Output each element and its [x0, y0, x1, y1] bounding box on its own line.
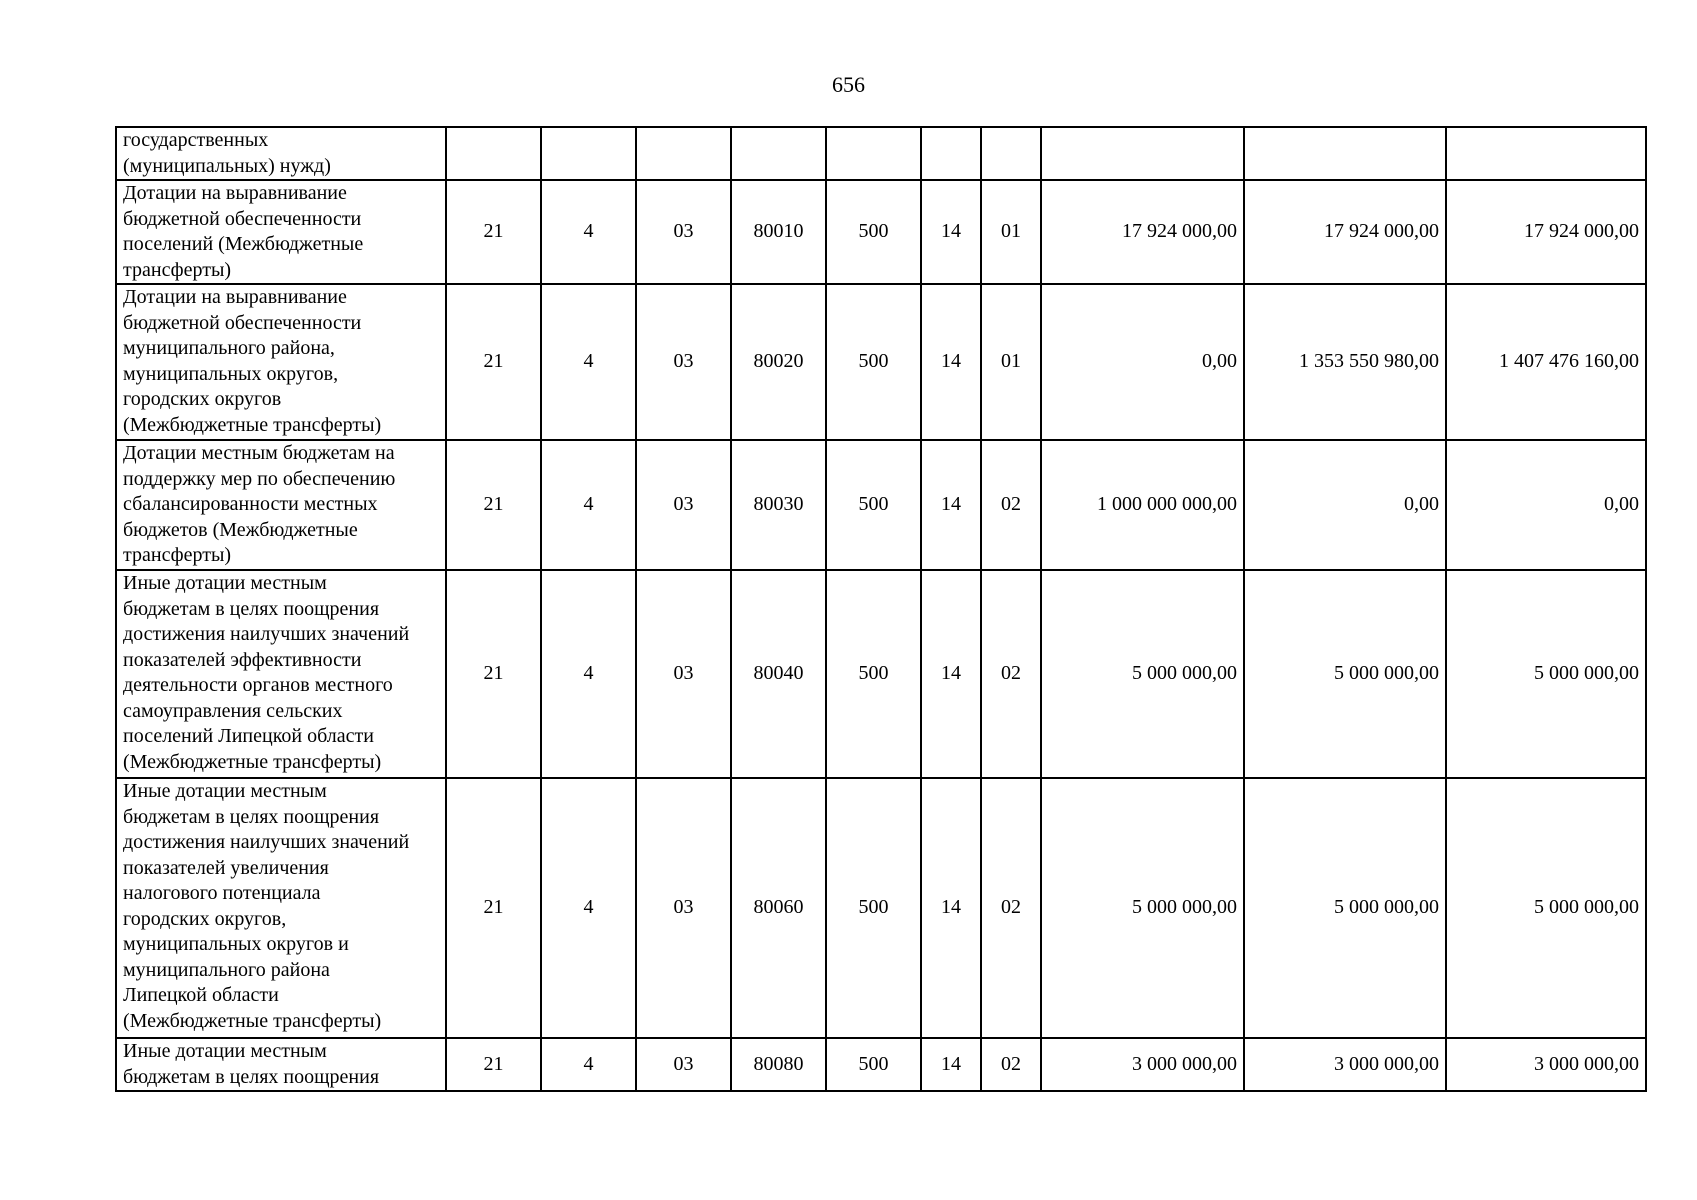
code-program: 21: [446, 1038, 541, 1091]
description-line: городских округов: [123, 388, 282, 410]
code-direction: 80030: [731, 440, 826, 570]
amount-year-3: 3 000 000,00: [1446, 1038, 1646, 1091]
description-line: Дотации местным бюджетам на: [123, 442, 395, 464]
row-description: [116, 127, 446, 180]
code-expense-type: 500: [826, 440, 921, 570]
amount-year-3: 0,00: [1446, 440, 1646, 570]
amount-year-2: 5 000 000,00: [1244, 570, 1446, 778]
description-line: Иные дотации местным: [123, 572, 327, 594]
description-line: бюджетам в целях поощрения: [123, 597, 380, 620]
code-subprogram: 4: [541, 570, 636, 778]
amount-year-3: 5 000 000,00: [1446, 570, 1646, 778]
code-section: 14: [921, 440, 981, 570]
code-direction: 80020: [731, 284, 826, 440]
description-line: бюджетов (Межбюджетные: [123, 518, 358, 541]
amount-year-1: 3 000 000,00: [1041, 1038, 1244, 1091]
code-direction: 80080: [731, 1038, 826, 1091]
amount-year-3: 17 924 000,00: [1446, 180, 1646, 284]
code-subprogram: [541, 127, 636, 180]
description-line: Липецкой области: [123, 984, 279, 1006]
code-expense-type: 500: [826, 570, 921, 778]
code-direction: [731, 127, 826, 180]
row-description: [116, 180, 446, 284]
code-section: 14: [921, 180, 981, 284]
description-line: бюджетной обеспеченности: [123, 311, 362, 334]
table-row: [116, 284, 1646, 440]
description-line: достижения наилучших значений: [123, 831, 410, 853]
row-description: [116, 440, 446, 570]
code-structure: 03: [636, 180, 731, 284]
description-line: поддержку мер по обеспечению: [123, 467, 396, 490]
table-row: [116, 440, 1646, 570]
code-subsection: 02: [981, 1038, 1041, 1091]
amount-year-3: 5 000 000,00: [1446, 778, 1646, 1038]
description-line: трансферты): [123, 258, 232, 281]
code-section: [921, 127, 981, 180]
description-line: показателей эффективности: [123, 648, 362, 671]
code-structure: [636, 127, 731, 180]
description-line: сбалансированности местных: [123, 493, 378, 515]
description-line: Дотации на выравнивание: [123, 182, 347, 204]
description-line: (Межбюджетные трансферты): [123, 1009, 382, 1032]
description-line: поселений (Межбюджетные: [123, 233, 364, 255]
description-line: бюджетам в целях поощрения: [123, 805, 380, 828]
amount-year-1: [1041, 127, 1244, 180]
amount-year-1: 5 000 000,00: [1041, 570, 1244, 778]
amount-year-1: 17 924 000,00: [1041, 180, 1244, 284]
code-subprogram: 4: [541, 778, 636, 1038]
code-program: 21: [446, 570, 541, 778]
description-line: (Межбюджетные трансферты): [123, 750, 382, 773]
amount-year-3: [1446, 127, 1646, 180]
description-line: бюджетной обеспеченности: [123, 207, 362, 230]
page-number: 656: [832, 72, 865, 97]
description-line: Иные дотации местным: [123, 780, 327, 802]
amount-year-2: 3 000 000,00: [1244, 1038, 1446, 1091]
row-description: [116, 570, 446, 778]
description-line: муниципальных округов,: [123, 362, 339, 385]
code-structure: 03: [636, 284, 731, 440]
description-line: муниципального района: [123, 958, 330, 981]
amount-year-1: 1 000 000 000,00: [1041, 440, 1244, 570]
description-line: государственных: [123, 129, 269, 151]
description-line: самоуправления сельских: [123, 699, 343, 722]
code-subprogram: 4: [541, 440, 636, 570]
description-line: Иные дотации местным: [123, 1040, 327, 1062]
amount-year-2: 5 000 000,00: [1244, 778, 1446, 1038]
description-line: деятельности органов местного: [123, 674, 393, 696]
amount-year-1: 5 000 000,00: [1041, 778, 1244, 1038]
code-section: 14: [921, 778, 981, 1038]
code-subsection: 02: [981, 778, 1041, 1038]
description-line: городских округов,: [123, 907, 287, 930]
code-expense-type: 500: [826, 778, 921, 1038]
description-line: трансферты): [123, 544, 232, 566]
code-expense-type: [826, 127, 921, 180]
amount-year-2: 0,00: [1244, 440, 1446, 570]
code-subprogram: 4: [541, 1038, 636, 1091]
code-expense-type: 500: [826, 284, 921, 440]
code-structure: 03: [636, 440, 731, 570]
code-subsection: 02: [981, 440, 1041, 570]
amount-year-3: 1 407 476 160,00: [1446, 284, 1646, 440]
description-line: (муниципальных) нужд): [123, 154, 331, 177]
code-subsection: 01: [981, 284, 1041, 440]
row-description: [116, 1038, 446, 1091]
table-row: [116, 570, 1646, 778]
code-subsection: [981, 127, 1041, 180]
row-description: [116, 284, 446, 440]
code-direction: 80010: [731, 180, 826, 284]
code-structure: 03: [636, 1038, 731, 1091]
description-line: достижения наилучших значений: [123, 623, 410, 645]
row-description: [116, 778, 446, 1038]
amount-year-1: 0,00: [1041, 284, 1244, 440]
description-line: (Межбюджетные трансферты): [123, 413, 382, 436]
code-program: 21: [446, 440, 541, 570]
table-row: [116, 778, 1646, 1038]
description-line: поселений Липецкой области: [123, 725, 374, 747]
description-line: Дотации на выравнивание: [123, 286, 347, 308]
code-program: 21: [446, 284, 541, 440]
code-program: 21: [446, 180, 541, 284]
amount-year-2: [1244, 127, 1446, 180]
code-structure: 03: [636, 570, 731, 778]
description-line: показателей увеличения: [123, 856, 329, 879]
code-section: 14: [921, 284, 981, 440]
table-row: [116, 127, 1646, 180]
description-line: муниципального района,: [123, 337, 335, 359]
budget-table: [115, 126, 1647, 1092]
table-row: [116, 1038, 1646, 1091]
code-subsection: 01: [981, 180, 1041, 284]
code-direction: 80060: [731, 778, 826, 1038]
table-row: [116, 180, 1646, 284]
description-line: бюджетам в целях поощрения: [123, 1065, 380, 1088]
code-section: 14: [921, 1038, 981, 1091]
amount-year-2: 1 353 550 980,00: [1244, 284, 1446, 440]
code-expense-type: 500: [826, 1038, 921, 1091]
code-direction: 80040: [731, 570, 826, 778]
description-line: муниципальных округов и: [123, 933, 349, 955]
code-program: [446, 127, 541, 180]
code-expense-type: 500: [826, 180, 921, 284]
code-section: 14: [921, 570, 981, 778]
code-subprogram: 4: [541, 284, 636, 440]
code-subprogram: 4: [541, 180, 636, 284]
description-line: налогового потенциала: [123, 882, 321, 904]
code-subsection: 02: [981, 570, 1041, 778]
code-program: 21: [446, 778, 541, 1038]
code-structure: 03: [636, 778, 731, 1038]
amount-year-2: 17 924 000,00: [1244, 180, 1446, 284]
